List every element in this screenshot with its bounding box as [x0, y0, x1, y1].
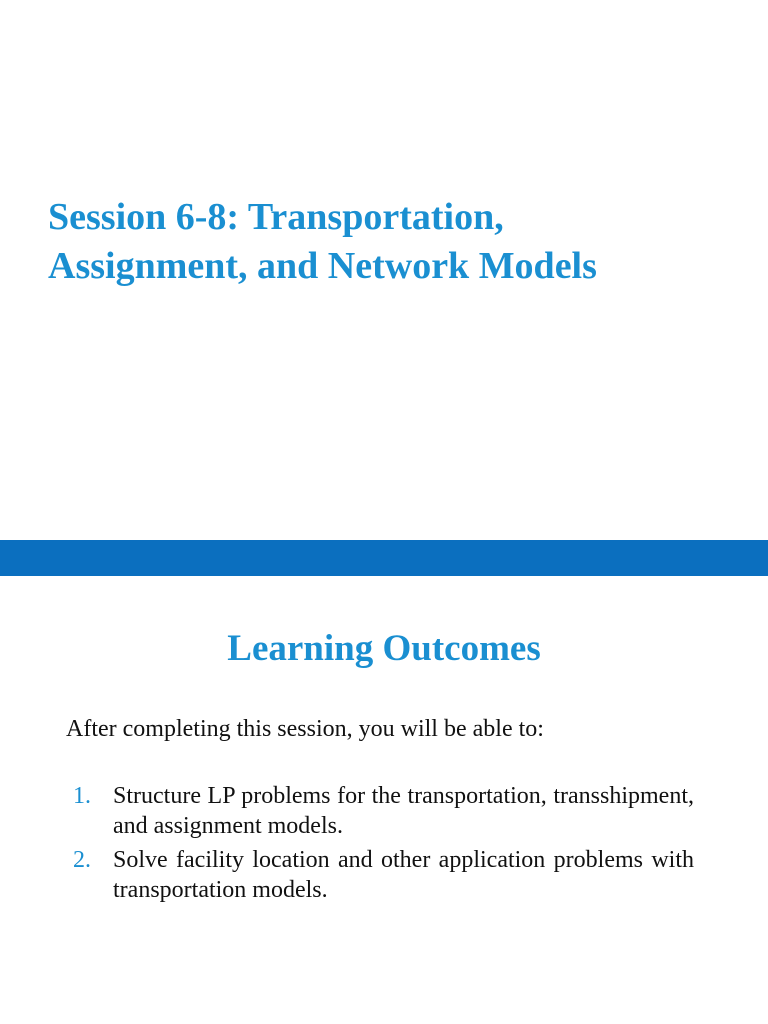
title-slide — [48, 193, 748, 291]
outcome-text-1: Structure LP problems for the transportation, transshipment, and assignment models. — [113, 783, 694, 839]
outcome-item-2 — [66, 845, 694, 905]
slide-title-line-1: Session 6-8: Transportation, — [48, 196, 504, 238]
learning-outcomes-heading: Learning Outcomes — [227, 628, 541, 669]
intro-text: After completing this session, you will be able to: — [66, 716, 544, 742]
slide-title — [48, 193, 748, 291]
slide-divider-band — [0, 540, 768, 576]
outcome-item-1 — [66, 781, 694, 841]
outcome-number-1: 1. — [73, 783, 91, 809]
slide-title-line-2: Assignment, and Network Models — [48, 245, 597, 287]
outcomes-list — [66, 781, 694, 909]
outcome-number-2: 2. — [73, 847, 91, 873]
outcome-text-2: Solve facility location and other application problems with transportation models. — [113, 847, 694, 903]
